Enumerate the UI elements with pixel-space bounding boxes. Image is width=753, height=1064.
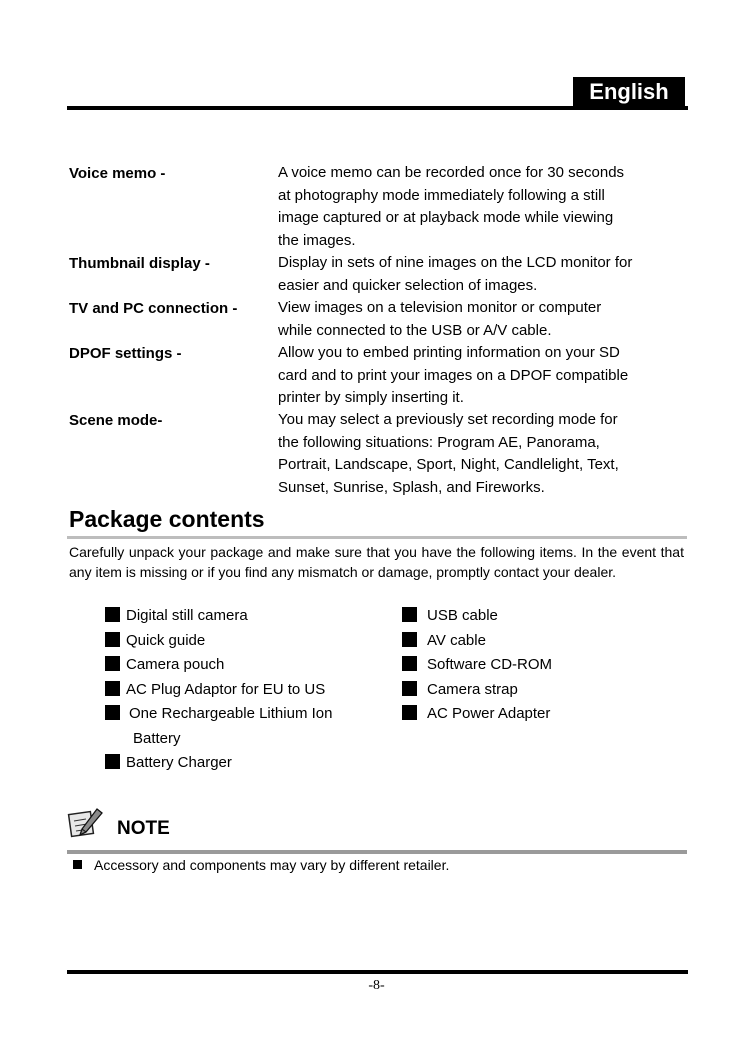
- bullet-square-icon: [402, 705, 417, 720]
- page-number: -8-: [368, 978, 385, 993]
- feature-desc-scene: You may select a previously set recording mode for the following situations: Program AE, Panorama, Portrait, Landscape, Sport, Night, Candlelight, Text, Sunset, Sunrise, Splash, and Fireworks.: [278, 411, 619, 496]
- feature-term-thumbnail: Thumbnail display -: [69, 255, 210, 272]
- package-intro: Carefully unpack your package and make sure that you have the following items. In the event that any item is missing or if you find any mismatch or damage, promptly contact your dealer.: [69, 544, 684, 580]
- note-rule: [67, 850, 687, 854]
- list-item: AV cable: [402, 631, 486, 651]
- bullet-square-icon: [402, 607, 417, 622]
- bullet-square-icon: [105, 656, 120, 671]
- bullet-square-icon: [402, 656, 417, 671]
- note-item: Accessory and components may vary by different retailer.: [73, 855, 449, 875]
- list-item: Camera strap: [402, 680, 518, 700]
- note-title: NOTE: [117, 818, 170, 839]
- bullet-square-icon: [105, 632, 120, 647]
- feature-desc-thumbnail: Display in sets of nine images on the LCD monitor for easier and quicker selection of images.: [278, 254, 633, 294]
- feature-term-scene: Scene mode-: [69, 412, 163, 429]
- feature-desc-dpof: Allow you to embed printing information on your SD card and to print your images on a DPOF compatible printer by simply inserting it.: [278, 344, 629, 406]
- list-item: AC Power Adapter: [402, 704, 550, 724]
- footer-rule: [67, 970, 688, 974]
- package-contents-title: Package contents: [69, 506, 265, 532]
- list-item: Battery Charger: [105, 753, 232, 773]
- bullet-square-icon: [73, 860, 82, 869]
- bullet-square-icon: [105, 607, 120, 622]
- bullet-square-icon: [402, 632, 417, 647]
- list-item: Quick guide: [105, 631, 205, 651]
- list-item: USB cable: [402, 606, 498, 626]
- feature-term-tv-pc: TV and PC connection -: [69, 300, 238, 317]
- feature-desc-voice-memo: A voice memo can be recorded once for 30 seconds at photography mode immediately following a still image captured or at playback mode while viewing the images.: [278, 164, 625, 249]
- header-rule: [67, 106, 688, 110]
- feature-term-voice-memo: Voice memo -: [69, 165, 166, 182]
- language-tab: English: [573, 77, 685, 106]
- list-item-continuation: Battery: [133, 730, 181, 747]
- list-item: Software CD-ROM: [402, 655, 552, 675]
- note-pencil-icon: [67, 807, 105, 844]
- bullet-square-icon: [105, 681, 120, 696]
- list-item: One Rechargeable Lithium Ion: [105, 704, 332, 724]
- list-item: Camera pouch: [105, 655, 224, 675]
- list-item: AC Plug Adaptor for EU to US: [105, 680, 325, 700]
- bullet-square-icon: [105, 705, 120, 720]
- bullet-square-icon: [105, 754, 120, 769]
- feature-desc-tv-pc: View images on a television monitor or computer while connected to the USB or A/V cable.: [278, 299, 602, 339]
- section-rule: [67, 536, 687, 539]
- feature-term-dpof: DPOF settings -: [69, 345, 182, 362]
- list-item: Digital still camera: [105, 606, 248, 626]
- bullet-square-icon: [402, 681, 417, 696]
